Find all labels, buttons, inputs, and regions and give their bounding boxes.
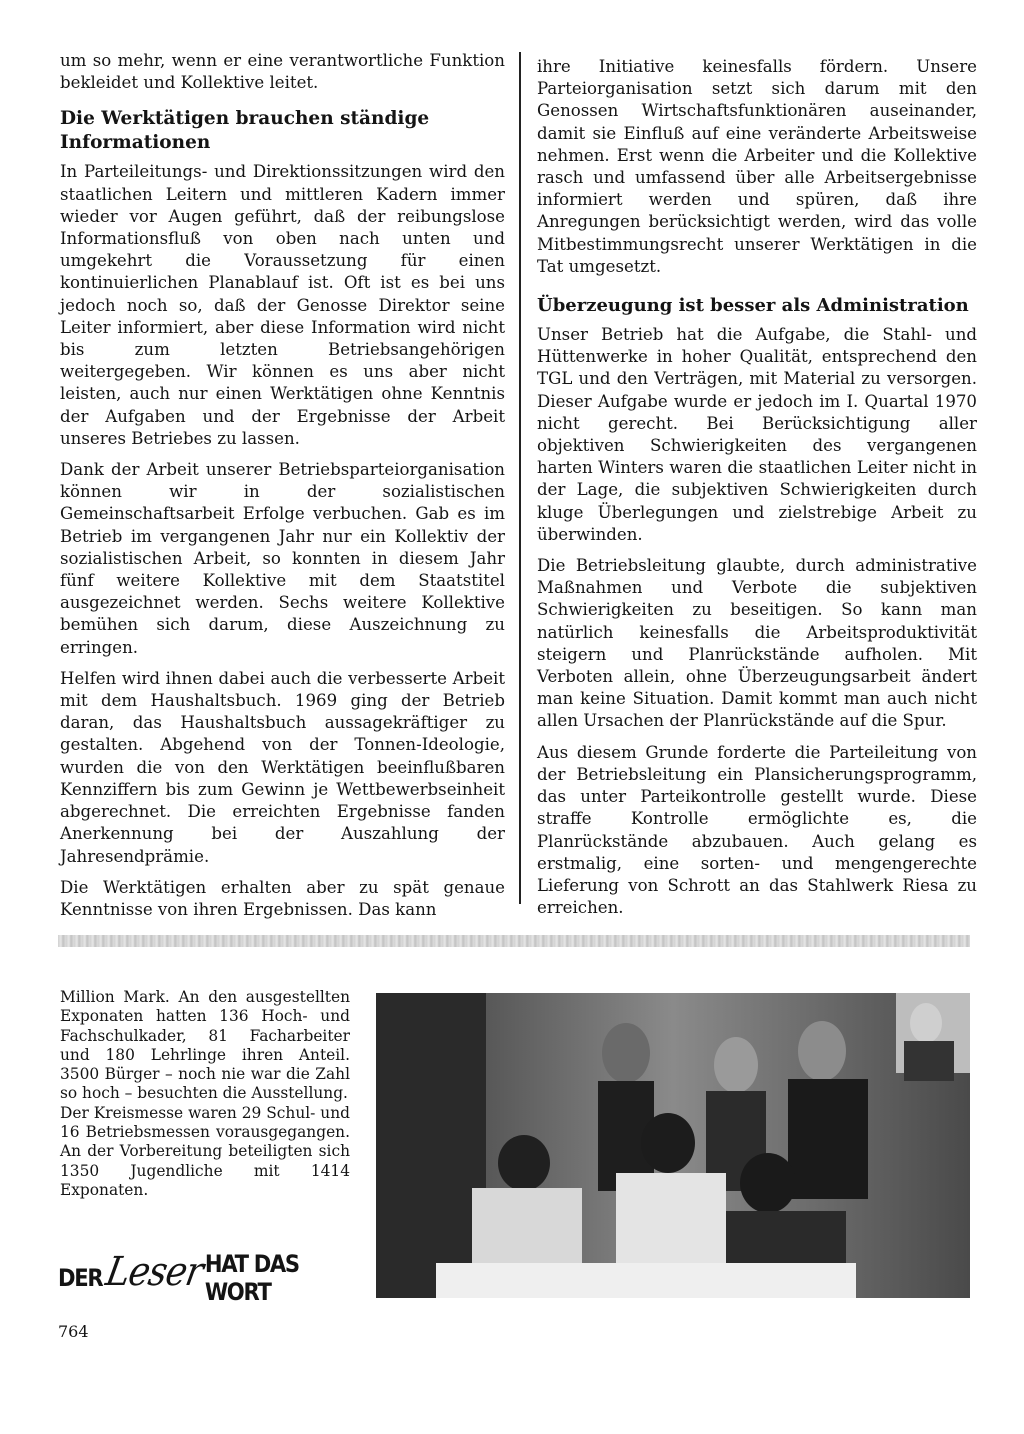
photo-caption [60,988,350,1200]
logo-script-word: Leser [102,1249,207,1295]
paragraph: Die Betriebsleitung glaubte, durch administrative Maßnahmen und Verbote die subjektiven Schwierigkeiten zu beseitigen. So kann man natürlich keinesfalls die Arbeitsproduktivität steigern und Planrückstände aufholen. Mit Verboten allein, ohne Überzeugungsarbeit ändert man keine Situation. Damit kommt man auch nicht allen Ursachen der Planrückstände auf die Spur. [537,556,977,731]
right-column [537,56,977,928]
paragraph: um so mehr, wenn er eine verantwortliche Funktion bekleidet und Kollektive leitet. [60,51,505,93]
paragraph: In Parteileitungs- und Direktionssitzungen wird den staatlichen Leitern und mittleren Kadern immer wieder vor Augen geführt, daß der reibungslose Informationsfluß von oben nach unten und umgekehrt die Voraussetzung für einen kontinuierlichen Planablauf ist. Oft ist es bei uns jedoch noch so, daß der Genosse Direktor seine Leiter informiert, aber diese Information wird nicht bis zum letzten Betriebsangehörigen weitergegeben. Wir können es uns aber nicht leisten, auch nur einen Werktätigen ohne Kenntnis der Aufgaben und der Ergebnisse der Arbeit unseres Betriebes zu lassen. [60,162,505,448]
caption-paragraph: Million Mark. An den ausgestellten Exponaten hatten 136 Hoch- und Fachschulkader, 81 Facharbeiter und 180 Lehrlinge ihren Anteil. 3500 Bürger – noch nie war die Zahl so hoch – besuchten die Ausstellung. [60,988,350,1103]
paragraph: ihre Initiative keinesfalls fördern. Unsere Parteiorganisation setzt sich darum mit den Genossen Wirtschaftsfunktionären auseinander, damit sie Einfluß auf eine veränderte Arbeitsweise nehmen. Erst wenn die Arbeiter und die Kollektive rasch und umfassend über alle Arbeitsergebnisse informiert werden und spüren, daß ihre Anregungen berücksichtigt werden, wird das volle Mitbestimmungsrecht unserer Werktätigen in die Tat umgesetzt. [537,57,977,276]
logo-prefix: DER [58,1264,103,1292]
separator-band [58,935,970,947]
group-photo-illustration [376,993,970,1298]
logo-suffix: HAT DAS WORT [204,1250,299,1306]
page-number: 764 [58,1322,89,1341]
paragraph: Dank der Arbeit unserer Betriebsparteiorganisation können wir in der sozialistischen Gemeinschaftsarbeit Erfolge verbuchen. Gab es im Betrieb im vergangenen Jahr nur ein Kollektiv der sozialistischen Arbeit, so konnten in diesem Jahr fünf weitere Kollektive mit dem Staatstitel ausgezeichnet werden. Sechs weitere Kollektive bemühen sich darum, diese Auszeichnung zu erringen. [60,460,505,657]
section-heading: Überzeugung ist besser als Administration [537,295,969,317]
section-heading: Die Werktätigen brauchen ständige Informationen [60,108,430,154]
paragraph: Aus diesem Grunde forderte die Parteileitung von der Betriebsleitung ein Plansicherungsprogramm, das unter Parteikontrolle gestellt wurde. Diese straffe Kontrolle ermöglichte es, die Planrückstände abzubauen. Auch gelang es erstmalig, eine sorten- und mengengerechte Lieferung von Schrott an das Stahlwerk Riesa zu erreichen. [537,742,977,918]
reader-column-logo [58,1249,313,1306]
group-photo [376,993,970,1298]
left-column [60,50,505,930]
column-divider [519,52,521,904]
paragraph: Die Werktätigen erhalten aber zu spät genaue Kenntnisse von ihren Ergebnissen. Das kann [60,877,505,919]
paragraph: Unser Betrieb hat die Aufgabe, die Stahl- und Hüttenwerke in hoher Qualität, entsprechend den TGL und den Verträgen, mit Material zu versorgen. Dieser Aufgabe wurde er jedoch im I. Quartal 1970 nicht gerecht. Bei Berücksichtigung aller objektiven Schwierigkeiten des vergangenen harten Winters waren die staatlichen Leiter nicht in der Lage, die subjektiven Schwierigkeiten durch kluge Überlegungen und zielstrebige Arbeit zu überwinden. [537,325,977,544]
caption-paragraph: Der Kreismesse waren 29 Schul- und 16 Betriebsmessen vorausgegangen. An der Vorbereitung beteiligten sich 1350 Jugendliche mit 1414 Exponaten. [60,1103,350,1199]
paragraph: Helfen wird ihnen dabei auch die verbesserte Arbeit mit dem Haushaltsbuch. 1969 ging der Betrieb daran, das Haushaltsbuch aussagekräftiger zu gestalten. Abgehend von der Tonnen-Ideologie, wurden die von den Werktätigen beeinflußbaren Kennziffern bis zum Gewinn je Wettbewerbseinheit abgerechnet. Die erreichten Ergebnisse fanden Anerkennung bei der Auszahlung der Jahresendprämie. [60,668,505,866]
